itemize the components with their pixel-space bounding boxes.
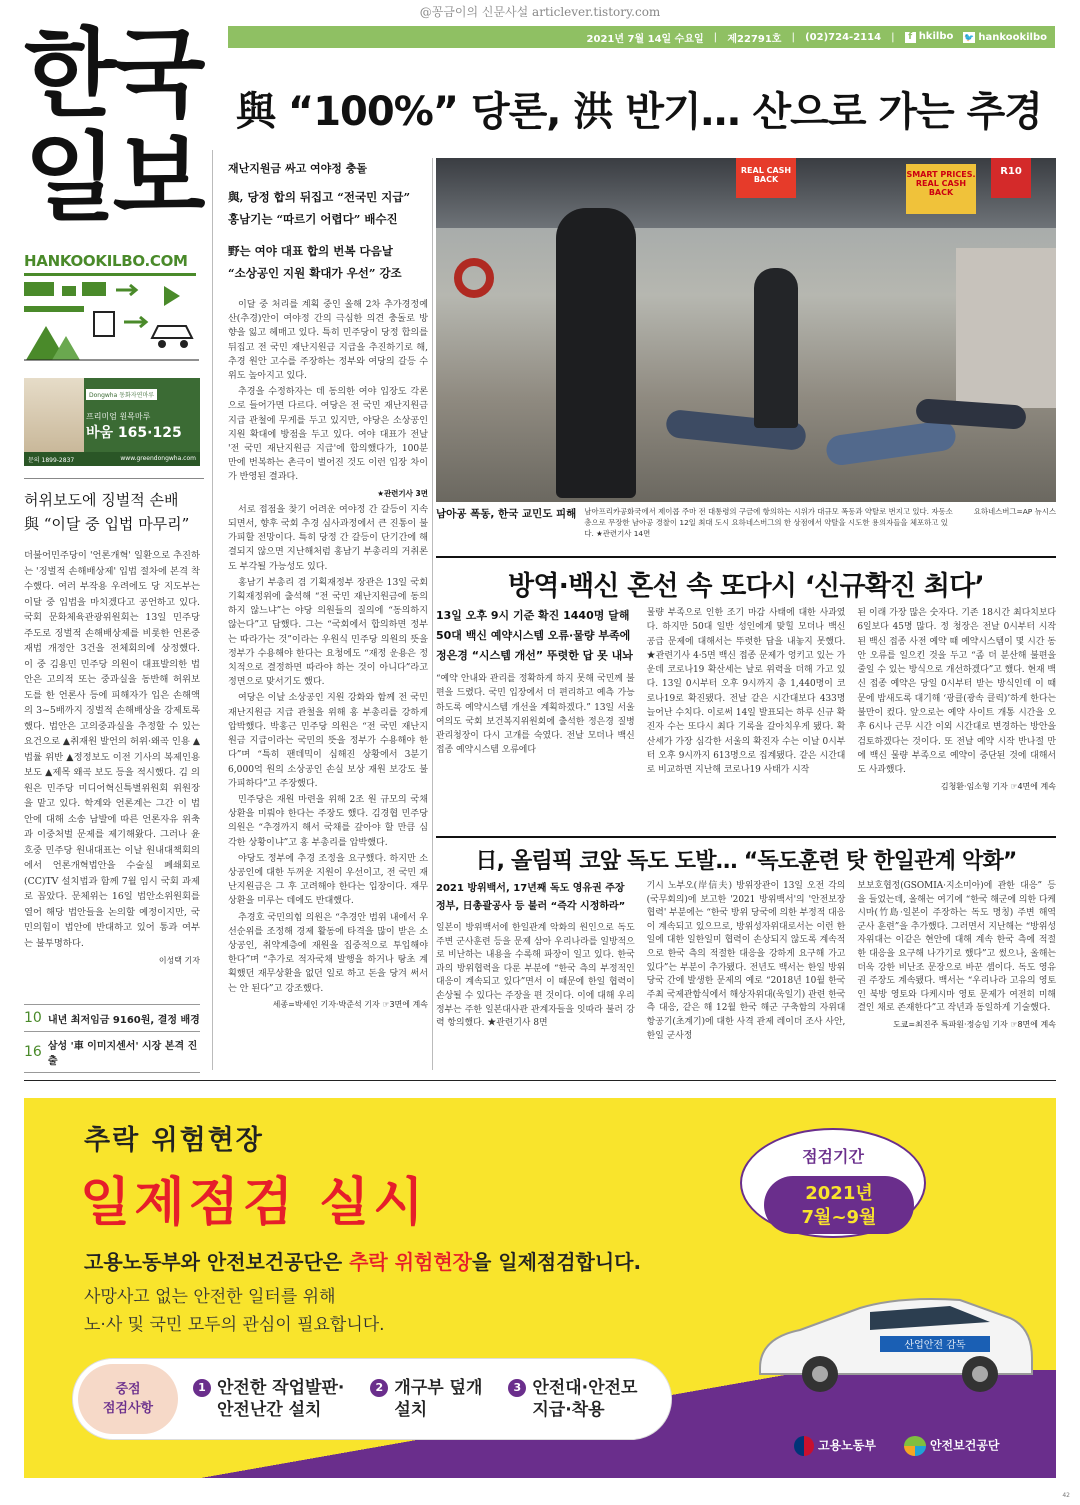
lead-headline[interactable]: 與 “100%” 당론, 洪 반기… 산으로 가는 추경	[236, 89, 1042, 135]
japan-byline: 도쿄=최진주 특파원·정승임 기자 ☞8면에 계속	[892, 1019, 1057, 1029]
room-image	[24, 378, 84, 452]
teasers	[24, 1004, 200, 1073]
kosha-logo: 안전보건공단	[904, 1436, 1000, 1456]
covid-byline: 김청환·임소형 기자 ☞4면에 계속	[940, 781, 1057, 791]
left-story-body: 더불어민주당이 '언론개혁' 일환으로 추진하는 '징벌적 손해배상제' 입법 절차에 본격 착수했다. 여러 부작용 우려에도 당 지도부는 이달 중 입법을 마치겠다고 공언하고 있다. 국회 문화체육관광위원회는 13일 민주당 주도로 징벌적 손해배상제를 비롯한 언론중재법 개정안 3건을 전체회의에 상정했다. 이 중 김용민 민주당 의원이 대표발의한 법안은 고의적 또는 중과실을 동반해 허위보도를 한 언론사 등에 피해자가 입은 손해액의 3~5배까지 징벌적 손해배상을 강제토록 했다. 법안은 고의중과실을 추정할 수 있는 요건으로 ▲취재원 발언의 허위·왜곡 인용 ▲법률 위반 ▲정정보도 이전 기사의 복제인용 보도 ▲제목 왜곡 보도 등을 적시했다. 김 의원은 민주당 미디어혁신특별위원회 위원장을 맡고 있다. 학계와 언론계는 그간 이 법안에 대해 소송 남발에 따른 언론자유 위축과 이중처벌 문제를 제기해왔다. 그러나 윤호중 민주당 원내대표는 이날 원내대책회의에서 언론개혁법안을 수술실 폐쇄회로(CC)TV 설치법과 함께 7월 임시 국회 과제로 꼽았다. 문체위는 16일 법안소위원회를 열어 해당 법안들을 논의할 예정이지만, 국민의힘이 법안에 반대하고 있어 통과 여부는 불투명하다. 이성택 기자	[24, 548, 200, 969]
page-number: 42	[1062, 1492, 1070, 1499]
ad-sub-lines: 사망사고 없는 안전한 일터를 위해 노·사 및 국민 모두의 관심이 필요합니다.	[84, 1287, 385, 1335]
store-sign: REAL CASH BACK	[736, 158, 796, 198]
safety-campaign-ad[interactable]	[24, 1098, 1056, 1478]
lead-byline: 세종=박세인 기자·박준석 기자 ☞3면에 계속	[272, 999, 428, 1009]
store-sign: SMART PRICES. REAL CASH BACK	[906, 164, 976, 214]
lead-body: 이달 중 처리를 계획 중인 올해 2차 추가경정예산(추경)안이 여야정 간의 극심한 의견 충돌로 방향을 잃고 헤매고 있다. 특히 민주당이 당정 합의를 뒤집고 전 국민 재난지원금 지급을 추진하기로 해, 추경 원안 고수를 주장하는 정부와 여당의 갈등 수위도 높아지고 있다. 추경을 수정하자는 데 동의한 여야 입장도 각론으로 들어가면 다르다. 여당은 전 국민 재난지원금 지급 관철에 무게를 두고 있지만, 야당은 소상공인 지원 확대에 방점을 두고 있다. 여야 대표가 전날 '전 국민 재난지원금 지급'에 합의했다가, 100분 만에 번복하는 촌극이 벌어진 것도 이런 입장 차이가 반영된 결과다. ★관련기사 3면 서로 접점을 찾기 어려운 여야정 간 갈등이 지속되면서, 향후 국회 추경 심사과정에서 큰 진통이 불가피할 전망이다. 특히 당정 간 갈등이 단기간에 해결되지 않으면 지난해처럼 홍남기 부총리의 거취론도 부각될 가능성도 있다. 홍남기 부총리 겸 기획재정부 장관은 13일 국회 기획재정위에 출석해 “전 국민 재난지원금에 동의하지 않느냐”는 야당 의원들의 질의에 “동의하지 않는다”고 답했다. 그는 “국회에서 합의하면 정부는 따라가는 것”이라는 우원식 민주당 의원의 뜻을 정부가 수용해야 한다는 요청에도 “재정 운용은 정치적으로 결정하면 따라야 하는 것이 아니다”라고 정면으로 맞서기도 했다. 여당은 이날 소상공인 지원 강화와 함께 전 국민 재난지원금 지급 관철을 위해 홍 부총리를 강하게 압박했다. 박홍근 민주당 의원은 “전 국민 재난지원금 지급이라는 국민의 뜻을 정부가 수용해야 한다”며 “특히 팬데믹이 심해진 상황에서 3분기 6,000억 원의 소상공인 손실 보상 재원 보강도 불가피하다”고 주장했다. 민주당은 재원 마련을 위해 2조 원 규모의 국채 상환을 미뤄야 한다는 주장도 했다. 김경협 민주당 의원은 “추경까지 해서 국채를 갚아야 할 만큼 심각한 상황이냐”고 홍 부총리를 압박했다. 야당도 정부에 추경 조정을 요구했다. 하지만 소상공인에 대한 두꺼운 지원이 우선이고, 전 국민 재난지원금은 그 후 고려해야 한다는 입장이다. 재무 상환을 미루는 데에도 반대했다. 추경호 국민의힘 의원은 “추경안 범위 내에서 우선순위를 조정해 경제 활동에 타격을 많이 받은 소상공인, 취약계층에 재원을 집중적으로 투입해야 한다”며 “추가로 적자국채 발행을 하거나 탕초 계획했던 재무상환을 없던 일로 하고 돈을 당겨 써서는 안 된다”고 강조했다. 세종=박세인 기자·박준석 기자 ☞3면에 계속	[228, 298, 428, 1012]
facebook-icon: f	[905, 32, 916, 43]
photo-credit: 요하네스버그=AP 뉴시스	[973, 507, 1056, 516]
info-bar	[228, 26, 1055, 48]
section-rule	[24, 478, 204, 479]
teaser-item[interactable]: 16 삼성 '車 이미지센서' 시장 본격 진출	[24, 1031, 200, 1073]
separator: |	[791, 31, 796, 43]
japan-headline[interactable]: 日, 올림픽 코앞 독도 도발… “독도훈련 탓 한일관계 악화”	[436, 836, 1056, 875]
ministry-emblem-icon	[794, 1436, 814, 1456]
car-icon	[740, 1278, 1040, 1398]
caption-title: 남아공 폭동, 한국 교민도 피해	[436, 508, 577, 520]
facebook-link[interactable]: f hkilbo	[905, 31, 954, 43]
ministry-logo: 고용노동부	[794, 1436, 876, 1456]
masthead-illustration-icon	[24, 282, 199, 362]
ad-product-name: 바움 165·125	[86, 425, 182, 441]
issue-date: 2021년 7월 14일 수요일	[586, 33, 704, 45]
japan-story: 2021 방위백서, 17년째 독도 영유권 주장 정부, 日총괄공사 등 불러 “즉각 시정하라” 일본이 방위백서에 한일관계 악화의 원인으로 독도 주변 군사훈련 등을 문제 삼아 우리나라를 일방적으로 비난하는 내용을 수록해 파장이 일고 있다. 한국과의 방위협력을 다룬 부분에 “한국 측의 부정적인 대응이 계속되고 있다”면서 이 때문에 한일 협력이 손상될 수 있다는 주장을 편 것이다. 이에 대해 우리 정부는 주한 일본대사관 관계자들을 잇따라 불러 강력 항의했다. ★관련기사 8면 기시 노부오(岸信夫) 방위장관이 13일 오전 각의(국무회의)에 보고한 '2021 방위백서'의 '안전보장협력' 부분에는 “한국 방위 당국에 의한 부정적 대응이 계속되고 있으므로, 방위성자위대로서는 이런 한일에 대한 일한일미 협력이 손상되지 않도록 계속적으로 한국 측의 적절한 대응을 강하게 요구해 가고 있다”는 부분이 추가됐다. 전년도 백서는 한일 방위 당국 간에 발생한 문제의 예로 “2018년 10월 한국 주최 국제관함식에서 해상자위대(욱일기) 관련 한국 측 대응, 같은 해 12월 한국 해군 구축함의 자위대 항공기(초계기)에 대한 사격 관제 레이더 조사 사안, 한일 군사정 보보호협정(GSOMIA·지소미아)에 관한 대응” 등을 들었는데, 올해는 여기에 “한국 해군에 의한 다케시마(竹島·일본이 주장하는 독도 명칭) 주변 해역 군사 훈련”을 추가했다. 그러면서 지난해는 “방위성자위대는 이같은 현안에 대해 계속 한국 측에 적절한 대응을 요구해 나가기로 했다”고 썼으나, 올해는 더욱 강한 비난조 문장으로 바꾼 셈이다. 독도 영유권 주장도 계속됐다. 백서는 “우리나라 고유의 영토인 북방 영토와 다케시마 영토 문제가 여전히 미해결인 채로 존재한다”고 작년과 동일하게 기술했다. 도쿄=최진주 특파원·정승임 기자 ☞8면에 계속	[436, 881, 1057, 1041]
news-photo	[436, 158, 1056, 502]
left-story-byline: 이성택 기자	[158, 956, 200, 965]
site-url[interactable]: HANKOOKILBO.COM	[24, 252, 196, 276]
section-rule	[24, 1080, 1056, 1081]
kosha-emblem-icon	[904, 1436, 926, 1456]
twitter-link[interactable]: 🐦 hankookilbo	[964, 31, 1047, 43]
ad-brand: Dongwha 동화자연마루	[86, 389, 157, 400]
ad-title-1: 추락 위험현장	[84, 1125, 264, 1156]
police-officer-figure	[556, 208, 636, 498]
ad-site: www.greendongwha.com	[120, 455, 196, 462]
phone-number: (02)724-2114	[805, 31, 882, 43]
inspection-period: 점검기간 2021년 7월~9월	[740, 1128, 926, 1238]
focus-badge: 중점 점검사항	[78, 1364, 178, 1434]
covid-headline[interactable]: 방역·백신 혼선 속 또다시 ‘신규확진 최다’	[436, 556, 1056, 603]
watermark: @꽁금이의 신문사설 articlever.tistory.com	[419, 5, 661, 19]
issue-number: 제22791호	[727, 33, 782, 45]
caption-text: 남아프리카공화국에서 제이콥 주마 전 대통령의 구금에 항의하는 시위가 대규모 폭동과 약탈로 번지고 있다. 자동소총으로 무장한 남아공 경찰이 12일 최대 도시 요하네스버그의 한 상점에서 약탈을 시도한 용의자들을 체포하고 있다. ★관련기사 14면	[584, 507, 953, 538]
column-rule	[212, 150, 213, 1070]
photo-caption	[436, 506, 1056, 539]
twitter-icon: 🐦	[964, 32, 975, 42]
lead-subheads: 재난지원금 싸고 여야정 충돌 與, 당정 합의 뒤집고 “전국민 지급” 홍남기는 “따르기 어렵다” 배수진 野는 여야 대표 합의 번복 다음날 “소상공인 지원 확대가 우선” 강조	[228, 160, 428, 284]
sponsor-logos	[794, 1436, 1000, 1456]
covid-story: 13일 오후 9시 기준 확진 1440명 달해 50대 백신 예약시스템 오류·물량 부족에 정은경 “시스템 개선” 뚜렷한 답 못 내놔 “예약 안내와 관리를 정확하게 하지 못해 국민께 불편을 드렸다. 국민 입장에서 더 편리하고 예측 가능하도록 예약시스템 개선을 계획하겠다.” 13일 서울 여의도 국회 보건복지위원회에 출석한 정은경 질병관리청장이 다시 고개를 숙였다. 전날 모더나 백신 접종 예약시스템 오류에다 물량 부족으로 인한 조기 마감 사태에 대한 사과였다. 하지만 50대 일반 성인에게 맞힐 모더나 백신 공급 문제에 대해서는 뚜렷한 답을 내놓지 못했다. ★관련기사 4·5면 백신 접종 문제가 엉키고 있는 가운데 코로나19 확산세는 날로 위력을 더해 가고 있다. 13일 0시부터 오후 9시까지 총 1,440명이 코로나19로 확진됐다. 전날 같은 시간대보다 433명 늘어난 수치다. 이로써 14일 발표되는 하루 신규 확진자 수는 또다시 최다 기록을 갈아치우게 됐다. 확산세가 가장 심각한 서울의 확진자 수는 이날 0시부터 오후 9시까지 613명으로 집계됐다. 같은 시간대로 비교하면 지난해 코로나19 사태가 시작 된 이래 가장 많은 숫자다. 기존 18시간 최다치보다 6일보다 45명 많다. 정 청장은 전날 0시부터 시작된 백신 접종 사전 예약 때 예약시스템이 몇 시간 동안 오류를 일으킨 것을 두고 “좀 더 분산해 불편을 줄일 수 있는 방식으로 개선하겠다”고 했다. 현재 백신 접종 예약은 당일 0시부터 받는 방식인데 이 때문에 밤새도록 대기해 ‘광클(광속 클릭)’하게 한다는 불만이 컸다. 앞으로는 예약 사이트 개통 시간을 오후 6시나 근무 시간 이외 시간대로 변경하는 방안을 검토하겠다는 것이다. 또 전날 예약 시작 반나절 만에 백신 물량 부족으로 예약이 중단된 것에 대해서도 사과했다. 김청환·임소형 기자 ☞4면에 계속	[436, 606, 1056, 794]
separator: |	[713, 31, 718, 43]
focus-item: 2 개구부 덮개 설치	[370, 1377, 482, 1421]
ad-main-line: 고용노동부와 안전보건공단은 추락 위험현장을 일제점검합니다.	[84, 1250, 642, 1274]
newspaper-logo: 한국 일보	[24, 18, 202, 234]
focus-item: 1 안전한 작업발판· 안전난간 설치	[193, 1377, 344, 1421]
ad-product: 프리미엄 원목마루	[86, 412, 151, 421]
teaser-item[interactable]: 10 내년 최저임금 9160원, 결정 배경	[24, 1004, 200, 1031]
store-sign: R10	[991, 158, 1031, 198]
floor-advertisement[interactable]	[24, 378, 200, 466]
lead-kicker: 재난지원금 싸고 여야정 충돌	[228, 162, 367, 175]
ad-phone: 문의 1899-2837	[28, 457, 75, 464]
police-officer-figure	[754, 268, 798, 428]
column-rule	[432, 158, 433, 1070]
car-label: 산업안전 감독	[904, 1340, 966, 1351]
focus-item: 3 안전대·안전모 지급·착용	[508, 1377, 637, 1421]
separator: |	[891, 31, 895, 43]
ad-title-2: 일제점검 실시	[80, 1173, 428, 1233]
related-article-ref[interactable]: ★관련기사 3면	[377, 488, 428, 498]
left-story-headline[interactable]: 허위보도에 징벌적 손배 與 “이달 중 입법 마무리”	[24, 491, 190, 533]
